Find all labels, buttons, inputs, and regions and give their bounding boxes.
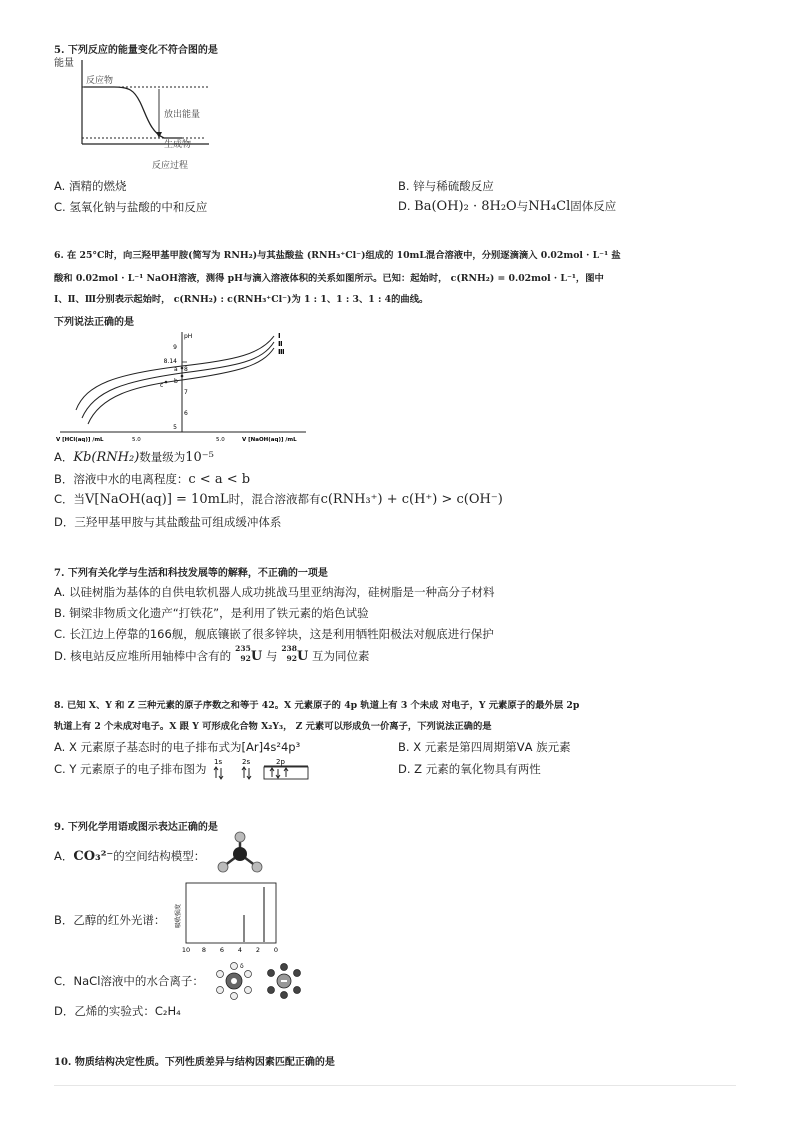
q7-stem: 7. 下列有关化学与生活和科技发展等的解释，不正确的一项是 — [54, 568, 328, 579]
q5-xlabel: 反应过程 — [152, 161, 189, 171]
q6-stem-line1: 6. 在 25°C时，向三羟甲基甲胺(简写为 RNH₂)与其盐酸盐 (RNH₃⁺Cl⁻)组成的 10mL混合溶液中，分别逐滴滴入 0.02mol · L⁻¹ 盐 — [54, 250, 621, 261]
q9-water-8 — [268, 970, 275, 977]
q9-water-6 — [231, 993, 238, 1000]
q6-point-b — [181, 375, 184, 378]
q6-y6: 6 — [184, 410, 188, 417]
q9-option-a[interactable] — [54, 848, 205, 864]
q7-isotope2-number: 92 — [286, 654, 297, 663]
q6-y7: 7 — [184, 389, 188, 396]
q9-ir-tick-2: 2 — [255, 946, 261, 954]
q8-option-b[interactable]: B. X 元素是第四周期第ⅤA 族元素 — [398, 740, 571, 754]
q5-d-formula1: Ba(OH)₂ · 8H₂O — [414, 199, 517, 214]
q6-c-formula1: V[NaOH(aq)] = 10mL — [85, 492, 229, 507]
q6-c-label: c — [160, 382, 164, 389]
q8-2p-down-arrow — [276, 769, 280, 778]
q8-2p-up-arrow — [270, 768, 274, 777]
q8-stem-line1: 8. 已知 X、Y 和 Z 三种元素的原子序数之和等于 42。X 元素原子的 4p 轨道上有 3 个未成 对电子，Y 元素原子的最外层 2p — [54, 700, 580, 711]
q6-curve2-label: Ⅱ — [278, 340, 283, 348]
q6-x-left-label: V [HCl(aq)] /mL — [56, 437, 104, 443]
q6-c-formula2: c(RNH₃⁺) + c(H⁺) > c(OH⁻) — [320, 492, 503, 507]
q8-orbital-2s-label: 2s — [242, 758, 251, 766]
q9-a-formula: CO₃²⁻ — [73, 849, 114, 864]
q8-1s-down-arrow — [219, 768, 223, 779]
q10-stem: 10. 物质结构决定性质。下列性质差异与结构因素匹配正确的是 — [54, 1057, 335, 1068]
q9-water-9 — [294, 970, 301, 977]
q7-isotope1-number: 92 — [240, 654, 251, 663]
q5-reactant-label: 反应物 — [86, 76, 114, 86]
q6-a-mid: 数量级为 — [139, 450, 186, 464]
q6-ylabel: pH — [184, 333, 193, 340]
q9-anion-charge — [281, 980, 287, 982]
page-divider — [54, 1085, 736, 1086]
q6-point-a — [181, 367, 184, 370]
q6-b-label: b — [174, 378, 178, 385]
q5-option-c[interactable]: C. 氢氧化钠与盐酸的中和反应 — [54, 200, 208, 214]
q7-isotope2-scripts — [281, 644, 297, 663]
q5-option-b[interactable]: B. 锌与稀硫酸反应 — [398, 179, 494, 193]
q9-water-11 — [294, 987, 301, 994]
q9-a-suffix: 的空间结构模型： — [113, 849, 206, 863]
q5-d-prefix: D. — [398, 199, 415, 213]
q9-ir-frame — [186, 883, 276, 943]
q6-stem-line3: Ⅰ、Ⅱ、Ⅲ分别表示起始时， c(RNH₂) : c(RNH₃⁺Cl⁻)为 1 : 1、1 : 3、1 : 4的曲线。 — [54, 294, 429, 305]
q8-option-a[interactable]: A. X 元素原子基态时的电子排布式为[Ar]4s²4p³ — [54, 740, 301, 754]
q9-water-12 — [281, 992, 288, 999]
q8-option-c[interactable]: C. Y 元素原子的电子排布图为 — [54, 762, 207, 776]
q8-2s-up-arrow — [242, 767, 246, 778]
q7-isotope1-mass: 235 — [235, 644, 251, 653]
q7-option-b[interactable]: B. 铜梁非物质文化遗产“打铁花”，是利用了铁元素的焰色试验 — [54, 606, 369, 620]
q5-energy-diagram — [54, 54, 214, 174]
q9-ir-spectrum — [172, 880, 282, 956]
q9-water-3 — [245, 971, 252, 978]
q9-ir-tick-6: 6 — [219, 946, 225, 954]
q5-option-d[interactable] — [398, 198, 616, 214]
q5-d-mid: 与 — [516, 199, 529, 213]
q7-option-c[interactable]: C. 长江边上停靠的166舰，舰底镶嵌了很多锌块，这是利用牺牲阳极法对舰底进行保护 — [54, 627, 494, 641]
q9-water-10 — [268, 987, 275, 994]
q6-option-d[interactable]: D．三羟甲基甲胺与其盐酸盐可组成缓冲体系 — [54, 515, 282, 529]
q6-a-value: 10⁻⁵ — [185, 450, 214, 465]
q6-option-b[interactable] — [54, 471, 250, 487]
q6-y814: 8.14 — [163, 358, 177, 365]
q8-orbital-diagram — [212, 756, 310, 782]
q9-ir-tick-10: 10 — [181, 946, 191, 954]
q9-center-atom — [233, 847, 247, 861]
q8-orbital-2p-label: 2p — [276, 758, 285, 766]
q7-d-mid: 与 — [265, 649, 278, 663]
q6-b-prefix: B．溶液中水的电离程度： — [54, 472, 189, 486]
q9-hydrated-ions — [212, 960, 308, 1002]
q7-d-suffix: 互为同位素 — [311, 649, 370, 663]
q6-y8: 8 — [184, 366, 188, 373]
q6-curve1-label: Ⅰ — [278, 332, 281, 340]
q9-water-4 — [217, 987, 224, 994]
q7-isotope1-scripts — [235, 644, 251, 663]
q9-ir-tick-0: 0 — [273, 946, 279, 954]
q9-a-prefix: A． — [54, 849, 74, 863]
q6-curve-3 — [88, 348, 274, 424]
q9-option-b[interactable]: B．乙醇的红外光谱： — [54, 913, 166, 927]
q8-1s-up-arrow — [214, 767, 218, 778]
q7-d-prefix: D. 核电站反应堆所用轴棒中含有的 — [54, 649, 232, 663]
q7-isotope2-mass: 238 — [281, 644, 297, 653]
q5-d-formula2: NH₄Cl — [528, 199, 571, 214]
q9-water-2 — [217, 971, 224, 978]
q7-isotope2-symbol: U — [296, 649, 309, 664]
q6-y5: 5 — [173, 424, 177, 431]
q6-x-left-5: 5.0 — [132, 437, 141, 443]
q9-outer-atom-left — [218, 862, 228, 872]
q8-2p-up-arrow-2 — [284, 768, 288, 777]
q6-ph-graph — [56, 328, 316, 446]
q6-point-c — [165, 381, 168, 384]
q6-a-label: a — [174, 366, 178, 373]
q6-y9: 9 — [173, 344, 177, 351]
q9-ir-ylabel: 吸收强度 — [175, 903, 182, 929]
q9-option-d[interactable]: D．乙烯的实验式：C₂H₄ — [54, 1004, 181, 1018]
q8-2s-down-arrow — [247, 768, 251, 779]
q6-option-c[interactable] — [54, 491, 503, 507]
q9-ir-tick-8: 8 — [201, 946, 207, 954]
q6-x-right-5: 5.0 — [216, 437, 225, 443]
q7-isotope1-symbol: U — [250, 649, 263, 664]
q6-c-mid: 时，混合溶液都有 — [228, 492, 321, 506]
q9-outer-atom-right — [252, 862, 262, 872]
q6-stem-line2: 酸和 0.02mol · L⁻¹ NaOH溶液，测得 pH与滴入溶液体积的关系如图所示。已知：起始时， c(RNH₂) = 0.02mol · L⁻¹，图中 — [54, 273, 604, 284]
q9-ir-tick-4: 4 — [237, 946, 243, 954]
q8-option-d[interactable]: D. Z 元素的氧化物具有两性 — [398, 762, 541, 776]
q8-orbital-1s-label: 1s — [214, 758, 223, 766]
q5-stem: 5. 下列反应的能量变化不符合图的是 — [54, 45, 218, 56]
q6-a-prefix: A． — [54, 450, 74, 464]
q5-d-suffix: 固体反应 — [570, 199, 617, 213]
q9-option-c[interactable]: C．NaCl溶液中的水合离子： — [54, 974, 204, 988]
q9-stem: 9. 下列化学用语或图示表达正确的是 — [54, 822, 218, 833]
q9-cation-charge — [231, 978, 237, 984]
q9-outer-atom-top — [235, 832, 245, 842]
q5-product-label: 生成物 — [164, 140, 192, 150]
q5-ylabel: 能量 — [54, 58, 74, 69]
q9-delta-label: δ — [240, 963, 244, 970]
q9-water-5 — [245, 987, 252, 994]
q8-stem-line2: 轨道上有 2 个未成对电子。X 跟 Y 可形成化合物 X₂Y₃， Z 元素可以形成负一价离子，下列说法正确的是 — [54, 721, 492, 732]
q9-co3-model — [214, 830, 266, 878]
q9-water-7 — [281, 964, 288, 971]
q6-b-formula: c < a < b — [188, 472, 251, 487]
q7-option-a[interactable]: A. 以硅树脂为基体的自供电软机器人成功挑战马里亚纳海沟，硅树脂是一种高分子材料 — [54, 585, 495, 599]
q6-c-prefix: C．当 — [54, 492, 86, 506]
q6-curve3-label: Ⅲ — [278, 348, 285, 356]
q6-x-right-label: V [NaOH(aq)] /mL — [242, 437, 297, 443]
q5-released-label: 放出能量 — [164, 110, 201, 120]
q9-water-1 — [231, 963, 238, 970]
q6-a-formula: Kb(RNH₂) — [73, 450, 140, 465]
q5-option-a[interactable]: A. 酒精的燃烧 — [54, 179, 127, 193]
q6-option-a[interactable] — [54, 449, 214, 465]
q6-stem-line4: 下列说法正确的是 — [54, 317, 134, 328]
q7-option-d[interactable] — [54, 644, 370, 664]
